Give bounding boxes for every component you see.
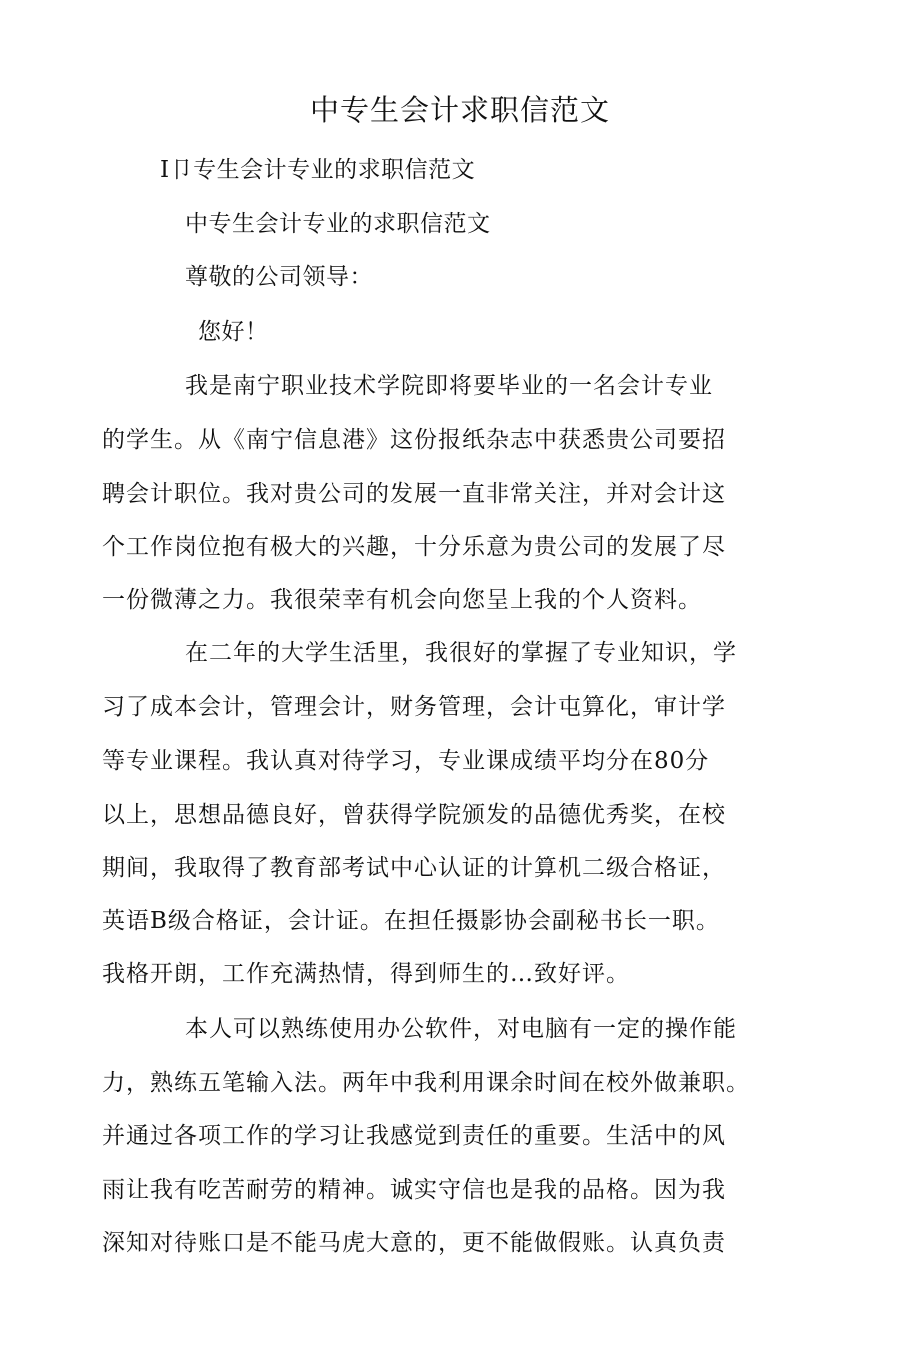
paragraph-line: 聘会计职位。我对贵公司的发展一直非常关注，并对会计这 [102,481,726,507]
paragraph-line: 习了成本会计，管理会计，财务管理，会计屯算化，审计学 [102,694,726,720]
paragraph-line: 英语B级合格证，会计证。在担任摄影协会副秘书长一职。 [102,908,720,934]
document-title: 中专生会计求职信范文 [309,93,610,127]
paragraph-line: 本人可以熟练使用办公软件，对电脑有一定的操作能 [185,1016,737,1042]
paragraph-line: 我是南宁职业技术学院即将要毕业的一名会计专业 [185,373,713,399]
paragraph-line: 我格开朗，工作充满热情，得到师生的…致好评。 [102,961,630,987]
document-subtitle: I卩专生会计专业的求职信范文 [160,157,476,183]
paragraph-line: 一份微薄之力。我很荣幸有机会向您呈上我的个人资料。 [102,587,702,613]
paragraph-line: 深知对待账口是不能马虎大意的，更不能做假账。认真负责 [102,1230,726,1256]
paragraph-line: 并通过各项工作的学习让我感觉到责任的重要。生活中的风 [102,1123,726,1149]
salutation: 尊敬的公司领导： [185,264,373,290]
paragraph-line: 雨让我有吃苦耐劳的精神。诚实守信也是我的品格。因为我 [102,1177,726,1203]
greeting: 您好！ [198,319,269,345]
paragraph-line: 的学生。从《南宁信息港》这份报纸杂志中获悉贵公司要招 [102,427,726,453]
paragraph-line: 在二年的大学生活里，我很好的掌握了专业知识，学 [185,640,737,666]
paragraph-line: 个工作岗位抱有极大的兴趣，十分乐意为贵公司的发展了尽 [102,534,726,560]
document-heading: 中专生会计专业的求职信范文 [185,211,491,237]
paragraph-line: 以上，思想品德良好，曾获得学院颁发的品德优秀奖，在校 [102,802,726,828]
paragraph-line: 期间，我取得了教育部考试中心认证的计算机二级合格证， [102,855,726,881]
paragraph-line: 等专业课程。我认真对待学习，专业课成绩平均分在80分 [102,748,710,774]
paragraph-line: 力，熟练五笔输入法。两年中我利用课余时间在校外做兼职。 [102,1070,750,1096]
